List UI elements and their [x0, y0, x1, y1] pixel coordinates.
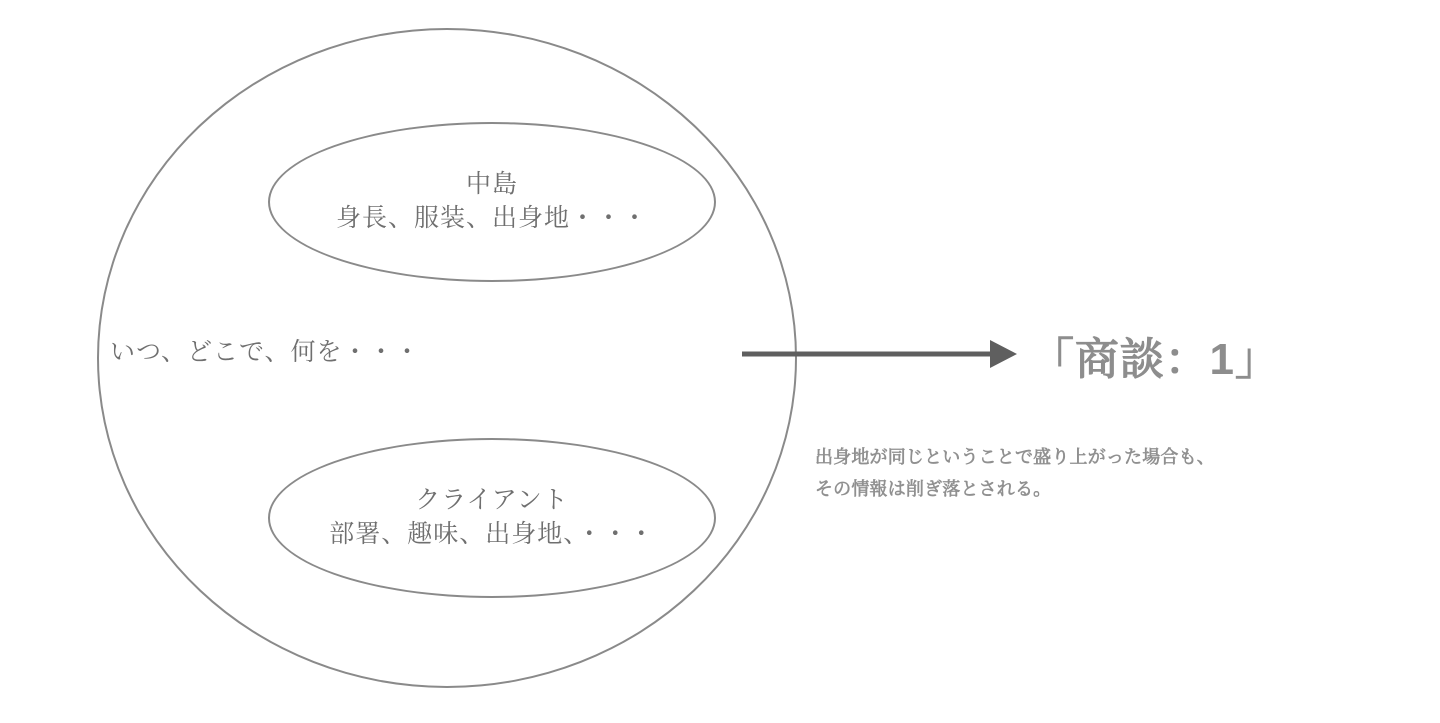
node-ellipse-client: [268, 438, 716, 598]
node-detail-client: 部署、趣味、出身地、・・・: [329, 520, 655, 548]
note-block: [815, 442, 1345, 505]
arrow-right-icon: [742, 336, 1017, 372]
context-text: いつ、どこで、何を・・・: [110, 338, 421, 366]
node-title-client: クライアント: [415, 486, 569, 515]
node-ellipse-self: [268, 122, 716, 282]
note-line-1: 出身地が同じということで盛り上がった場合も、: [815, 447, 1215, 467]
node-title-self: 中島: [465, 170, 518, 199]
note-line-2: その情報は削ぎ落とされる。: [815, 478, 1052, 499]
result-label: 「商談：1」: [1030, 335, 1280, 384]
node-detail-self: 身長、服装、出身地・・・: [335, 204, 648, 232]
